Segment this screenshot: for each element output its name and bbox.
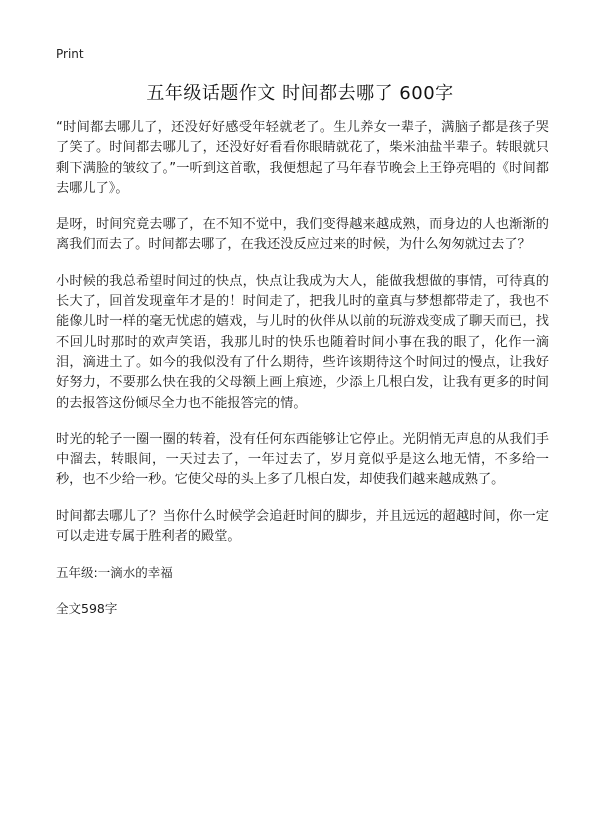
paragraph-3: 小时候的我总希望时间过的快点，快点让我成为大人，能做我想做的事情，可待真的长大了，回首发现童年才是的！时间走了，把我儿时的童真与梦想都带走了，我也不能像儿时一样的毫无忧虑的嬉戏，与儿时的伙伴从以前的玩游戏变成了聊天而已，找不回儿时那时的欢声笑语，我那儿时的快乐也随着时间小事在我的眼了，化作一滴泪，滴进土了。如今的我似没有了什么期待，些许该期待这个时间过的慢点，让我好好努力，不要那么快在我的父母额上画上痕迹，少添上几根白发，让我有更多的时间的去报答这份倾尽全力也不能报答完的情。 (56, 273, 549, 411)
paragraph-1: “时间都去哪儿了，还没好好感受年轻就老了。生儿养女一辈子，满脑子都是孩子哭了笑了。时间都去哪儿了，还没好好看看你眼睛就花了，柴米油盐半辈子。转眼就只剩下满脸的皱纹了。”一听到这首歌，我便想起了马年春节晚会上王铮亮唱的《时间都去哪儿了》。 (56, 120, 549, 196)
paragraph-2: 是呀，时间究竟去哪了，在不知不觉中，我们变得越来越成熟，而身边的人也渐渐的离我们而去了。时间都去哪了，在我还没反应过来的时候，为什么匆匆就过去了？ (56, 217, 549, 253)
article-title: 五年级话题作文 时间都去哪了 600字 (146, 83, 454, 104)
paragraph-4: 时光的轮子一圈一圈的转着，没有任何东西能够让它停止。光阴悄无声息的从我们手中溜去，转眼间，一天过去了，一年过去了，岁月竟似乎是这么地无情，不多给一秒，也不少给一秒。它使父母的头上多了几根白发，却使我们越来越成熟了。 (56, 431, 549, 488)
paragraph-5: 时间都去哪儿了？当你什么时候学会追赶时间的脚步，并且远远的超越时间，你一定可以走进专属于胜利者的殿堂。 (56, 508, 549, 545)
author-line: 五年级:一滴水的幸福 (56, 565, 173, 581)
word-count: 全文598字 (56, 601, 118, 617)
print-label: Print (56, 47, 84, 61)
article-body (56, 118, 549, 635)
